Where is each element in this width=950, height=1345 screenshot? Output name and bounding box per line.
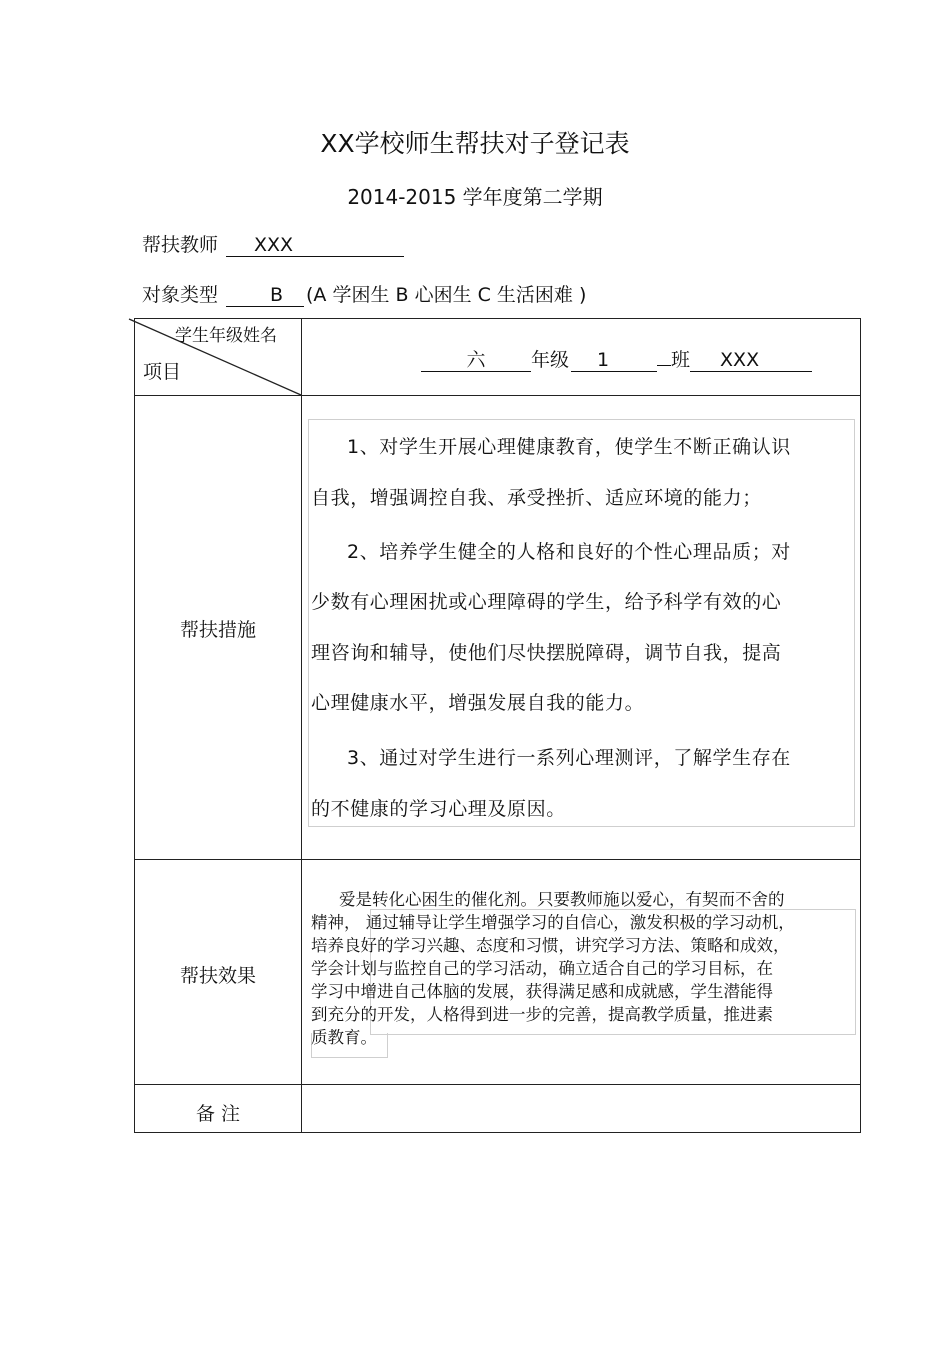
grade-value: 六 [421, 349, 531, 372]
row-divider [135, 1084, 860, 1085]
type-label: 对象类型 [142, 284, 219, 306]
measures-line: 理咨询和辅导，使他们尽快摆脱障碍，调节自我，提高 [311, 642, 782, 664]
effect-line: 学习中增进自己体脑的发展，获得满足感和成就感，学生潜能得 [311, 982, 773, 1001]
type-value: B [226, 284, 304, 307]
measures-label: 帮扶措施 [179, 619, 256, 641]
measures-line: 心理健康水平，增强发展自我的能力。 [311, 692, 645, 714]
class-value: 1 [571, 349, 657, 372]
effect-label: 帮扶效果 [179, 965, 256, 987]
measures-line: 自我，增强调控自我、承受挫折、适应环境的能力； [311, 487, 762, 509]
student-name-value: XXX [690, 349, 812, 372]
class-label: 班 [671, 349, 691, 371]
measures-line: 2、培养学生健全的人格和良好的个性心理品质；对 [347, 541, 791, 563]
grade-label: 年级 [531, 349, 570, 371]
effect-line: 到充分的开发，人格得到进一步的完善，提高教学质量，推进素 [311, 1005, 773, 1024]
measures-line: 少数有心理困扰或心理障碍的学生，给予科学有效的心 [311, 591, 782, 613]
row-divider [135, 859, 860, 860]
page-subtitle: 2014-2015 学年度第二学期 [347, 185, 603, 209]
effect-line: 精神， 通过辅导让学生增强学习的自信心，激发积极的学习动机， [311, 913, 795, 932]
teacher-field [142, 230, 404, 257]
measures-line: 3、通过对学生进行一系列心理测评，了解学生存在 [347, 747, 791, 769]
teacher-label: 帮扶教师 [142, 234, 219, 256]
page-title: XX学校师生帮扶对子登记表 [320, 129, 630, 158]
header-top-label: 学生年级姓名 [175, 326, 277, 346]
effect-line: 培养良好的学习兴趣、态度和习惯，讲究学习方法、策略和成效， [311, 936, 790, 955]
effect-line: 质教育。 [311, 1028, 377, 1047]
effect-line: 学会计划与监控自己的学习活动，确立适合自己的学习目标，在 [311, 959, 773, 978]
registration-table [134, 318, 861, 1133]
type-field [142, 280, 586, 307]
teacher-value: XXX [226, 234, 404, 257]
effect-line: 爱是转化心困生的催化剂。只要教师施以爱心，有契而不舍的 [339, 890, 785, 909]
column-divider [301, 319, 302, 1132]
remarks-label: 备 注 [195, 1103, 241, 1125]
measures-line: 的不健康的学习心理及原因。 [311, 798, 566, 820]
student-class-info [421, 345, 812, 372]
type-options: (A 学困生 B 心困生 C 生活困难 ) [306, 284, 587, 306]
measures-line: 1、对学生开展心理健康教育，使学生不断正确认识 [347, 436, 791, 458]
header-bottom-label: 项目 [143, 361, 182, 383]
